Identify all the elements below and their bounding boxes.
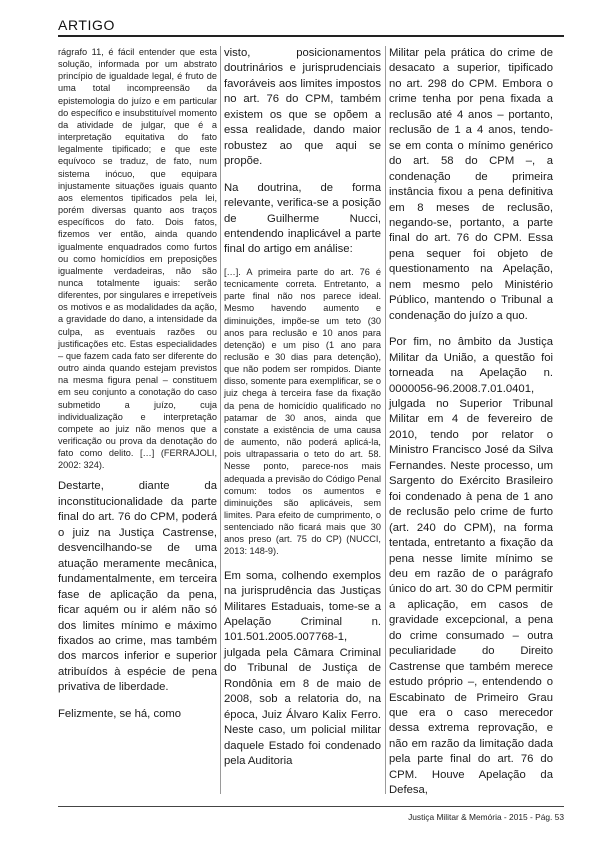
block-quote-ferrajoli: rágrafo 11, é fácil entender que esta solução, informada por um abstrato princípio de igualdade legal, é fruto de uma total incompreensão da epistemologia do juízo e em particular do específico e insubstituível momento da atividade de julgar, que é a interpretação equitativa do fato legalmente tipificado; e que este equívoco se traduz, de fato, num sistema inócuo, que equipara injustamente situações iguais quanto aos elementos tipificados pela lei, porém diversas quanto aos traços específicos do fato. Dois fatos, fizemos ver então, ainda quando igualmente enquadrados como furtos ou como homicídios em preposições igualmente verdadeiras, não são nunca totalmente iguais: serão diferentes, por singulares e irrepetíveis os motivos e as modalidades da ação, a gravidade do dano, a intensidade da culpa, as eventuais razões ou justificações etc. Estas especialidades – que fazem cada fato ser diferente do outro ainda quando estejam previstos na mesma figura penal – constituem em seu conjunto a conotação do caso submetido a juízo, cuja individualização e interpretação compete ao juiz não menos que a verificação ou prova da denotação do fato como delito. […] (FERRAJOLI, 2002: 324).: [58, 47, 217, 471]
footer-divider: [58, 806, 564, 807]
body-paragraph: Militar pela prática do crime de desacato a superior, tipificado no art. 298 do CPM. Embora o crime tenha por pena fixada a reclusão até 4 anos – portanto, reclusão de 1 a 4 anos, tendo-se em conta o mínimo genérico do art. 58 do CPM –, a condenação de primeira instância fixou a pena definitiva em 8 meses de reclusão, negando-se, portanto, a parte final do art. 76 do CPM. Essa pena sequer foi objeto de questionamento na Apelação, nem mesmo pelo Ministério Público, mantendo o Tribunal a condenação do juízo a quo.: [389, 47, 553, 322]
body-paragraph: Na doutrina, de forma relevante, verifica-se a posição de Guilherme Nucci, entendendo inaplicável a parte final do artigo em análise:: [224, 181, 381, 256]
column-1: [58, 46, 217, 722]
column-2: [224, 46, 381, 770]
body-paragraph: visto, posicionamentos doutrinários e jurisprudenciais favoráveis aos limites impostos no art. 76 do CPM, também existem os que se opõem a essa realidade, dando maior robustez ao que aqui se propõe.: [224, 47, 381, 168]
block-quote-nucci: […]. A primeira parte do art. 76 é tecnicamente correta. Entretanto, a parte final não nos parece ideal. Mesmo havendo aumento e diminuições, impõe-se um teto (30 anos para reclusão e 10 anos para detenção) e um piso (1 ano para reclusão e 30 dias para detenção), que não podem ser rompidos. Diante disso, somente para exemplificar, se o juiz chega à terceira fase da fixação da pena de homicídio qualificado no patamar de 30 anos, ainda que constate a existência de uma causa de aumento, não poderá aplicá-la, pois ultrapassaria o teto do art. 58. Nesse ponto, parece-nos mais adequada a previsão do Código Penal comum: todos os aumentos e diminuições são aplicáveis, sem limites. Para efeito de cumprimento, o sentenciado não ficará mais que 30 anos preso (art. 75 do CP) (NUCCI, 2013: 148-9).: [224, 266, 381, 557]
section-title: ARTIGO: [58, 17, 116, 33]
page-footer: Justiça Militar & Memória - 2015 - Pág. 53: [408, 812, 564, 822]
column-divider: [385, 46, 386, 794]
column-3: [389, 46, 553, 799]
header-divider: [58, 35, 564, 37]
body-paragraph: Felizmente, se há, como: [58, 707, 182, 720]
body-paragraph: Em soma, colhendo exemplos na jurisprudência das Justiças Militares Estaduais, tome-se a Apelação Criminal n. 101.501.2005.007768-1, julgada pela Câmara Criminal do Tribunal de Justiça de Rondônia em 8 de maio de 2008, sob a relatoria do, na época, Juiz Álvaro Kalix Ferro. Neste caso, um policial militar daquele Estado foi condenado pela Auditoria: [224, 569, 381, 768]
body-paragraph: Destarte, diante da inconstitucionalidade da parte final do art. 76 do CPM, poderá o juiz na Justiça Castrense, desvencilhando-se de uma atuação meramente mecânica, fundamentalmente, em terceira fase de aplicação da pena, ficar aquém ou ir além não só dos limites mínimo e máximo fixados ao crime, mas também dos marcos inferior e superior atribuídos à espécie de pena privativa de liberdade.: [58, 480, 217, 694]
body-paragraph: Por fim, no âmbito da Justiça Militar da União, a questão foi torneada na Apelação n. 0000056-96.2008.7.01.0401, julgada no Superior Tribunal Militar em 4 de fevereiro de 2010, tendo por relator o Ministro Francisco José da Silva Fernandes. Neste processo, um Sargento do Exército Brasileiro foi condenado à pena de 1 ano de reclusão pelo crime de furto (art. 240 do CPM), na forma tentada, entretanto a fixação da pena nesse limite mínimo se deu em razão de o parágrafo único do art. 30 do CPM permitir a aplicação, em casos de gravidade excepcional, a pena do crime consumado – outra peculiaridade do Direito Castrense que também merece estudo próprio –, entendendo o Escabinato de Primeiro Grau que era o caso merecedor dessa extrema reprovação, e não em razão da limitação dada pela parte final do art. 76 do CPM. Houve Apelação da Defesa,: [389, 336, 553, 797]
column-divider: [220, 46, 221, 794]
